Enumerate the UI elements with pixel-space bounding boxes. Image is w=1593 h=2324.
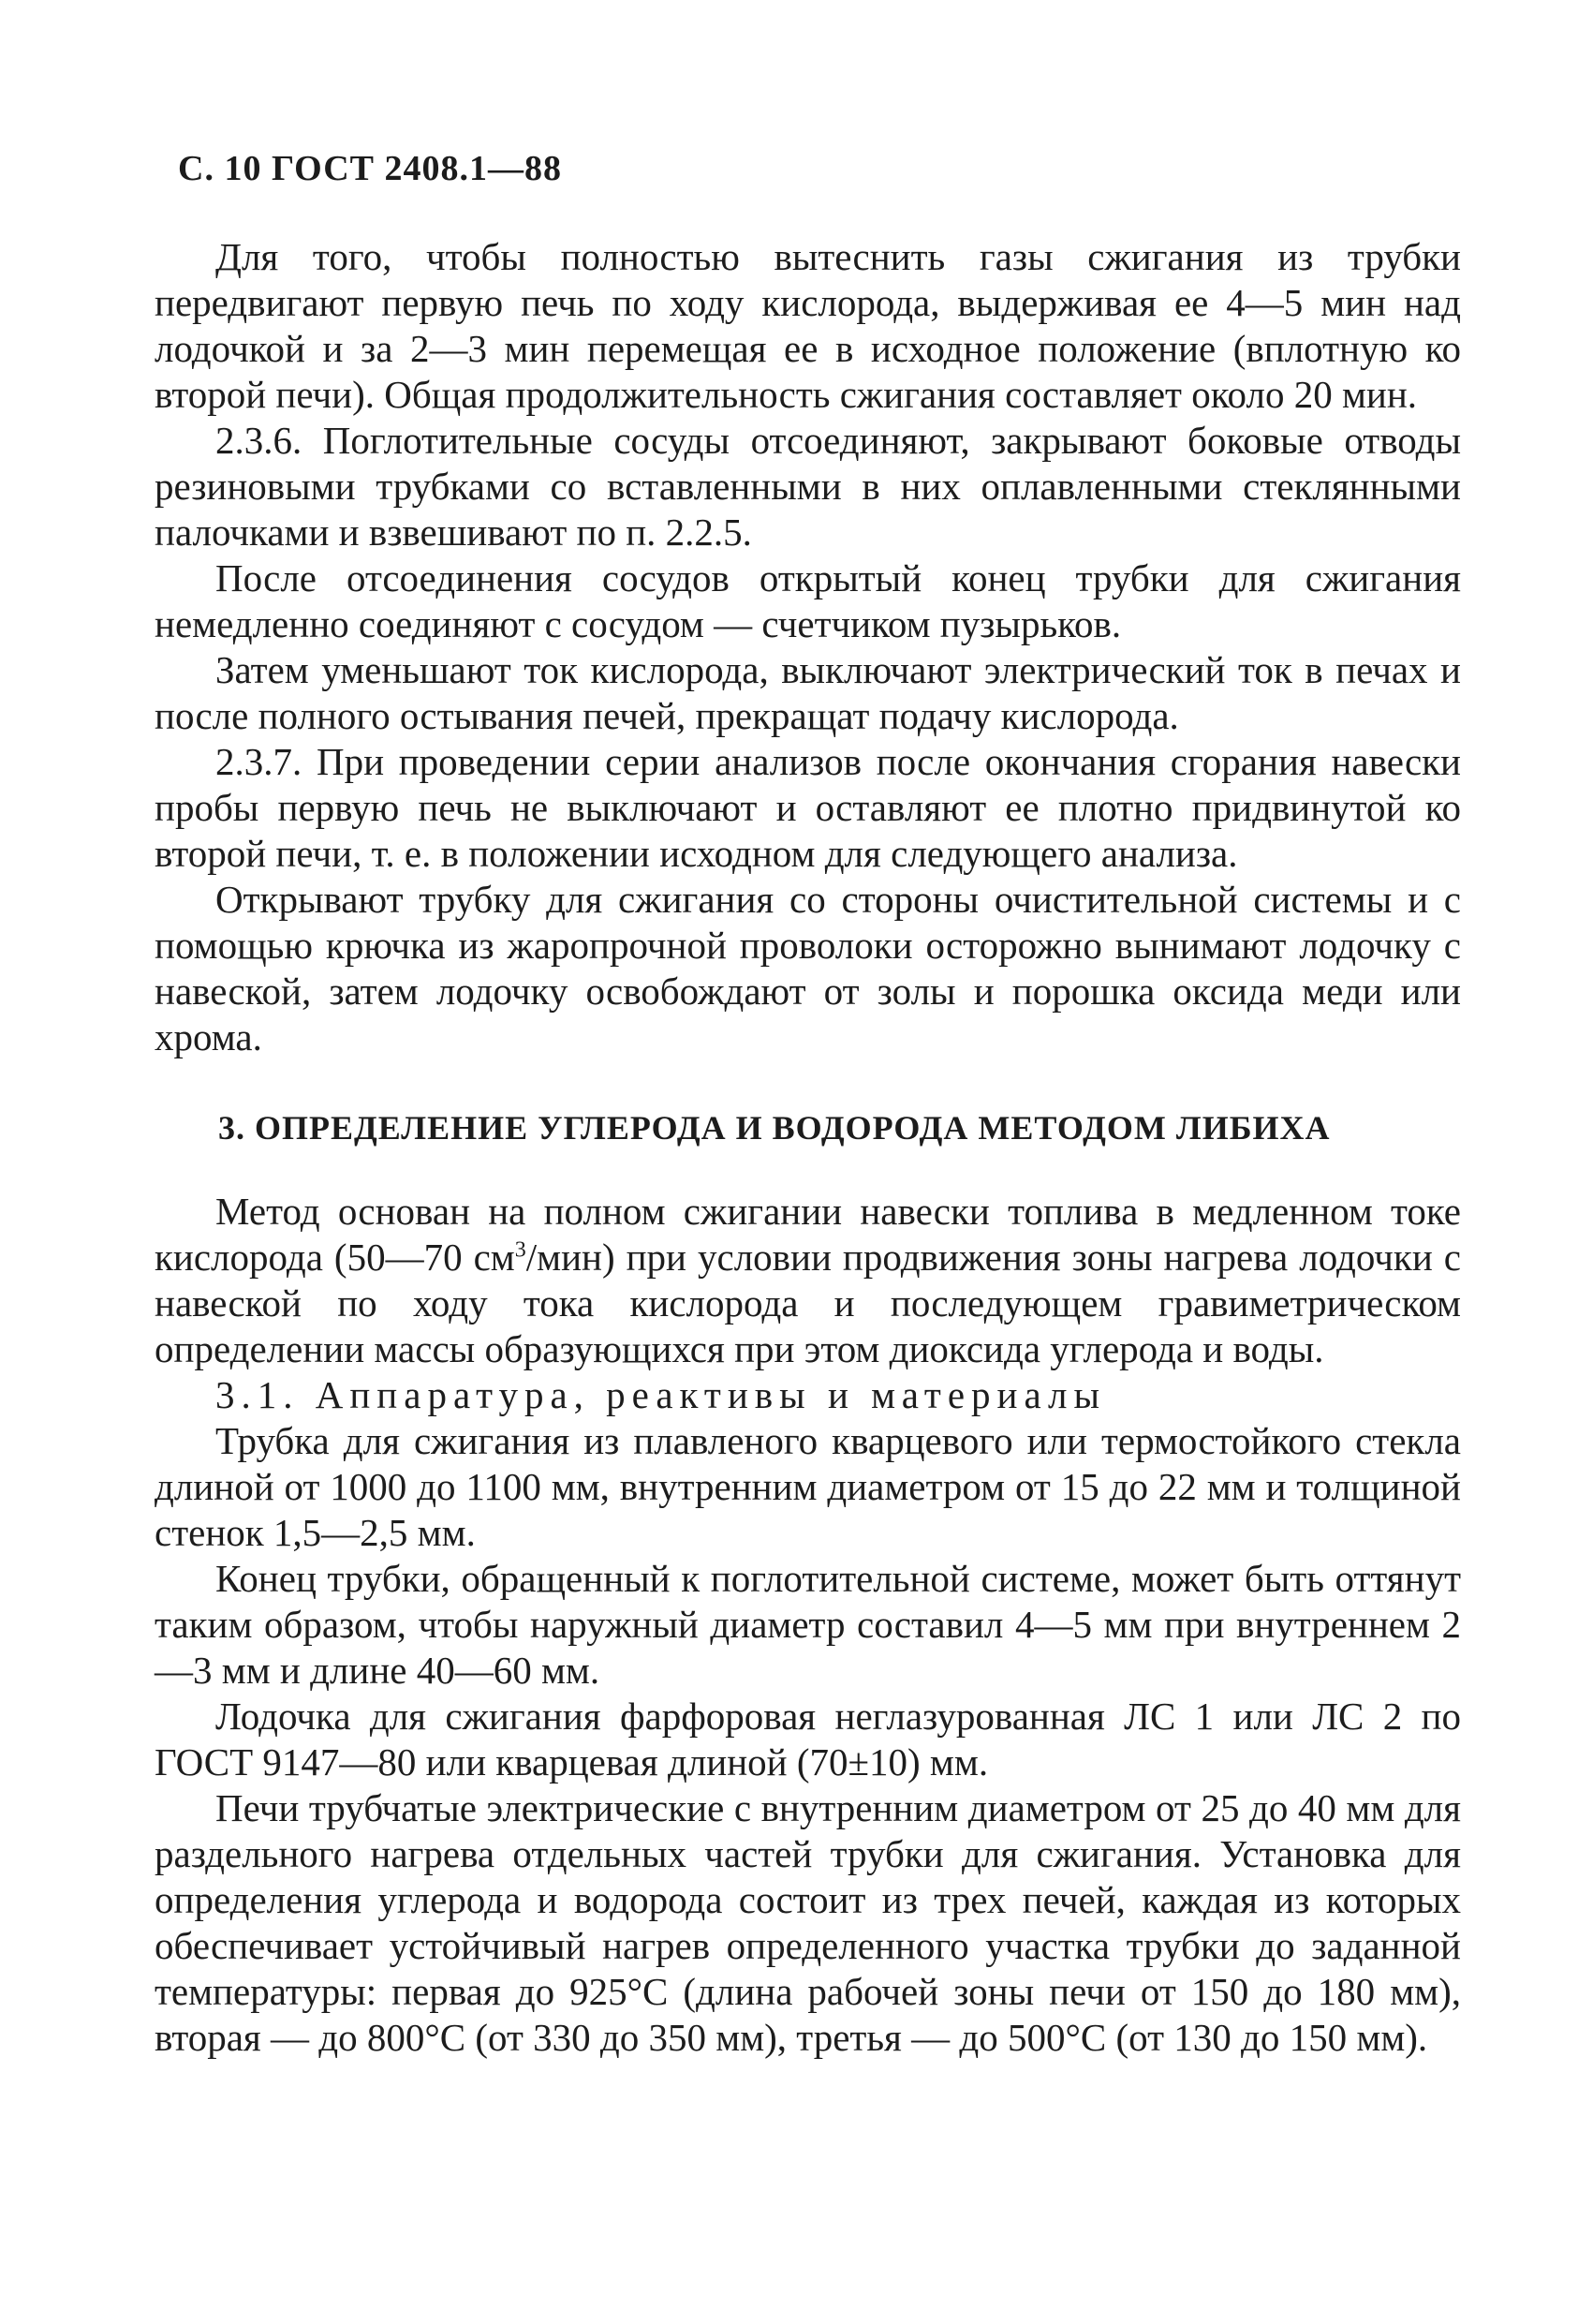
paragraph-2-3-6: 2.3.6. Поглотительные сосуды отсоединяют, закрывают боковые отводы резиновыми трубками со вставленными в них оплавленными стеклянными палочками и взвешивают по п. 2.2.5. (155, 419, 1461, 554)
paragraph-combustion-tube: Трубка для сжигания из плавленого кварцевого или термостойкого стекла длиной от 1000 до 1100 мм, внутренним диаметром от 15 до 22 мм и толщиной стенок 1,5—2,5 мм. (155, 1419, 1461, 1554)
method-text-end: /мин) при условии продвижения зоны нагрева лодочки с навеской по ходу тока кислорода и последующем гравиметрическом определении массы образующихся при этом диоксида углерода и воды. (155, 1236, 1462, 1370)
paragraph-gas-displacement: Для того, чтобы полностью вытеснить газы сжигания из трубки передвигают первую печь по ходу кислорода, выдерживая ее 4—5 мин над лодочкой и за 2—3 мин перемещая ее в исходное положение (вплотную ко второй печи). Общая продолжительность сжигания составляет около 20 мин. (155, 235, 1461, 416)
paragraph-disconnect-vessels: После отсоединения сосудов открытый конец трубки для сжигания немедленно соединяют с сосудом — счетчиком пузырьков. (155, 556, 1461, 645)
paragraph-tube-end: Конец трубки, обращенный к поглотительной системе, может быть оттянут таким образом, чтобы наружный диаметр составил 4—5 мм при внутреннем 2—3 мм и длине 40—60 мм. (155, 1557, 1461, 1692)
paragraph-open-tube: Открывают трубку для сжигания со стороны очистительной системы и с помощью крючка из жаропрочной проволоки осторожно вынимают лодочку с навеской, затем лодочку освобождают от золы и порошка оксида меди или хрома. (155, 878, 1461, 1058)
body-text (155, 234, 1461, 2061)
running-head: С. 10 ГОСТ 2408.1—88 (178, 149, 562, 188)
method-text-start: Метод основан на полном сжигании навески топлива в медленном токе кислорода (50—70 см (155, 1190, 1461, 1279)
section-3-heading: 3. ОПРЕДЕЛЕНИЕ УГЛЕРОДА И ВОДОРОДА МЕТОДОМ ЛИБИХА (218, 1109, 1331, 1147)
paragraph-method-basis (155, 1189, 1461, 1372)
superscript-three: 3 (514, 1237, 526, 1263)
paragraph-boat: Лодочка для сжигания фарфоровая неглазурованная ЛС 1 или ЛС 2 по ГОСТ 9147—80 или кварцевая длиной (70±10) мм. (155, 1695, 1461, 1784)
paragraph-reduce-oxygen: Затем уменьшают ток кислорода, выключают электрический ток в печах и после полного остывания печей, прекращат подачу кислорода. (155, 648, 1461, 737)
paragraph-2-3-7: 2.3.7. При проведении серии анализов после окончания сгорания навески пробы первую печь не выключают и оставляют ее плотно придвинутой ко второй печи, т. е. в положении исходном для следующего анализа. (155, 740, 1461, 875)
paragraph-furnaces: Печи трубчатые электрические с внутренним диаметром от 25 до 40 мм для раздельного нагрева отдельных частей трубки для сжигания. Установка для определения углерода и водорода состоит из трех печей, каждая из которых обеспечивает устойчивый нагрев определенного участка трубки до заданной температуры: первая до 925°С (длина рабочей зоны печи от 150 до 180 мм), вторая — до 800°С (от 330 до 350 мм), третья — до 500°С (от 130 до 150 мм). (155, 1786, 1461, 2059)
subsection-3-1-heading: 3.1. Аппаратура, реактивы и материалы (215, 1373, 1107, 1416)
